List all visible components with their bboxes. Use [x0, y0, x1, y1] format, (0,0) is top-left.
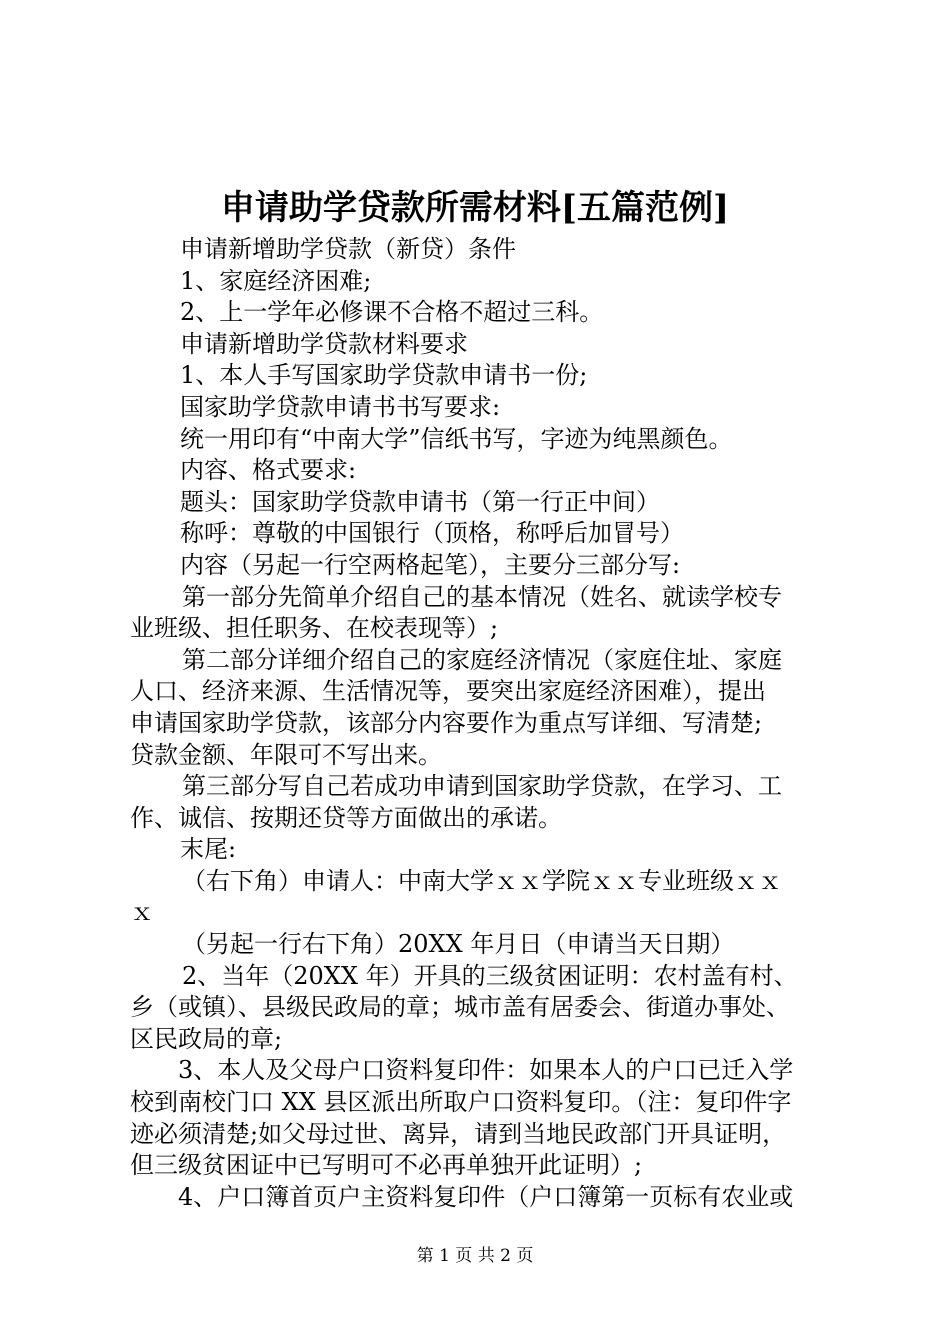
text-line: 第一部分先简单介绍自己的基本情况（姓名、就读学校专 — [182, 582, 782, 611]
text-line: 内容（另起一行空两格起笔），主要分三部分写: — [180, 550, 681, 579]
text-line: 第三部分写自己若成功申请到国家助学贷款，在学习、工 — [182, 772, 782, 801]
text-line: 乡（或镇）、县级民政局的章；城市盖有居委会、街道办事处、 — [130, 993, 790, 1022]
text-line: （另起一行右下角）20XX 年月日（申请当天日期） — [182, 930, 735, 959]
document-title: 申请助学贷款所需材料[五篇范例] — [220, 188, 730, 228]
document-body — [130, 234, 835, 1213]
text-line: 内容、格式要求: — [180, 456, 357, 485]
text-line: 申请国家助学贷款，该部分内容要作为重点写详细、写清楚; — [130, 708, 763, 737]
text-line: 申请新增助学贷款材料要求 — [180, 329, 468, 358]
text-line: 4、户口簿首页户主资料复印件（户口簿第一页标有农业或 — [178, 1182, 794, 1211]
text-line: 1、家庭经济困难; — [180, 266, 372, 295]
text-line: 3、本人及父母户口资料复印件：如果本人的户口已迁入学 — [178, 1056, 794, 1085]
text-line: 称呼：尊敬的中国银行（顶格，称呼后加冒号） — [180, 519, 684, 548]
text-line: 2、上一学年必修课不合格不超过三科。 — [180, 298, 604, 327]
text-line: 第二部分详细介绍自己的家庭经济情况（家庭住址、家庭 — [182, 645, 782, 674]
text-line: 统一用印有“中南大学”信纸书写，字迹为纯黑颜色。 — [180, 424, 733, 453]
text-line: 申请新增助学贷款（新贷）条件 — [180, 235, 516, 263]
text-line: 国家助学贷款申请书书写要求: — [180, 392, 501, 421]
text-line: 人口、经济来源、生活情况等，要突出家庭经济困难），提出 — [130, 677, 766, 706]
text-line: （右下角）申请人：中南大学ｘｘ学院ｘｘ专业班级ｘｘ — [182, 866, 782, 895]
text-line: 题头：国家助学贷款申请书（第一行正中间） — [180, 487, 660, 516]
text-line: 迹必须清楚;如父母过世、离异，请到当地民政部门开具证明， — [130, 1119, 787, 1148]
text-line: 2、当年（20XX 年）开具的三级贫困证明：农村盖有村、 — [182, 961, 798, 990]
text-line: 1、本人手写国家助学贷款申请书一份; — [180, 361, 588, 390]
text-line: 业班级、担任职务、在校表现等）; — [130, 614, 499, 643]
page-footer: 第 1 页 共 2 页 — [416, 1246, 534, 1266]
text-line: 校到南校门口 XX 县区派出所取户口资料复印。（注：复印件字 — [130, 1088, 792, 1117]
text-line: 作、诚信、按期还贷等方面做出的承诺。 — [130, 803, 562, 832]
text-line: ｘ — [130, 898, 154, 927]
text-line: 但三级贫困证中已写明可不必再单独开此证明）; — [130, 1151, 643, 1180]
text-line: 末尾: — [180, 835, 237, 864]
text-line: 贷款金额、年限可不写出来。 — [130, 740, 442, 769]
text-line: 区民政局的章; — [130, 1024, 283, 1053]
